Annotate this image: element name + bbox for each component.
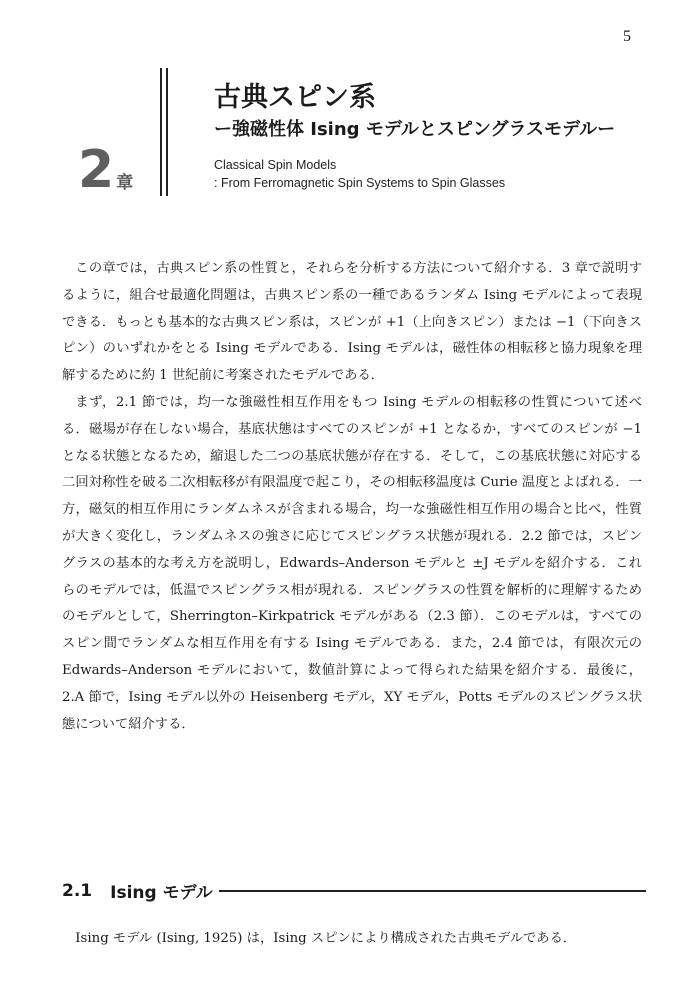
chapter-heading (78, 68, 638, 200)
chapter-number: 2 (78, 140, 115, 200)
chapter-label (78, 140, 134, 200)
chapter-title-english (214, 156, 615, 192)
chapter-divider-rule (160, 68, 162, 196)
section-heading (62, 878, 646, 903)
chapter-subtitle: ー強磁性体 Ising モデルとスピングラスモデルー (214, 119, 616, 140)
section-number: 2.1 (62, 880, 93, 901)
chapter-word: 章 (116, 173, 134, 193)
chapter-title: 古典スピン系 (214, 82, 376, 113)
body-paragraph-1: この章では，古典スピン系の性質と，それらを分析する方法について紹介する．3 章で説明するように，組合せ最適化問題は，古典スピン系の一種であるランダム Ising モデルによって表現できる．もっとも基本的な古典スピン系は，スピンが +1（上向きスピン）または −1（下向きスピン）のいずれかをとる Ising モデルである．Ising モデルは，磁性体の相転移と協力現象を理解するために約 1 世紀前に考案されたモデルである． (62, 261, 642, 384)
section-first-paragraph: Ising モデル (Ising, 1925) は，Ising スピンにより構成された古典モデルである． (75, 931, 577, 946)
chapter-body (62, 256, 642, 738)
section-title: Ising モデル (110, 883, 213, 903)
section-rule (219, 890, 646, 892)
body-paragraph-2: まず，2.1 節では，均一な強磁性相互作用をもつ Ising モデルの相転移の性質について述べる．磁場が存在しない場合，基底状態はすべてのスピンが +1 となるか，すべてのスピンが −1 となる状態となるため，縮退した二つの基底状態が存在する．そして，この基底状態に対応する二回対称性を破る二次相転移が有限温度で起こり，その相転移温度は Curie 温度とよばれる．一方，磁気的相互作用にランダムネスが含まれる場合，均一な強磁性相互作用の場合と比べ，性質が大きく変化し，ランダムネスの強さに応じてスピングラス状態が現れる．2.2 節では，スピングラスの基本的な考え方を説明し，Edwards–Anderson モデルと ±J モデルを紹介する．これらのモデルでは，低温でスピングラス相が現れる．スピングラスの性質を解析的に理解するためのモデルとして，Sherrington–Kirkpatrick モデルがある（2.3 節）．このモデルは，すべてのスピン間でランダムな相互作用を有する Ising モデルである．また，2.4 節では，有限次元の Edwards–Anderson モデルにおいて，数値計算によって得られた結果を紹介する．最後に，2.A 節で，Ising モデル以外の Heisenberg モデル，XY モデル，Potts モデルのスピングラス状態について紹介する． (62, 394, 642, 732)
chapter-title-english-line2: : From Ferromagnetic Spin Systems to Spin Glasses (214, 176, 506, 190)
chapter-divider-rule-2 (166, 68, 168, 196)
chapter-title-english-line1: Classical Spin Models (214, 158, 337, 172)
page-number: 5 (623, 28, 631, 45)
chapter-title-block (214, 82, 615, 192)
